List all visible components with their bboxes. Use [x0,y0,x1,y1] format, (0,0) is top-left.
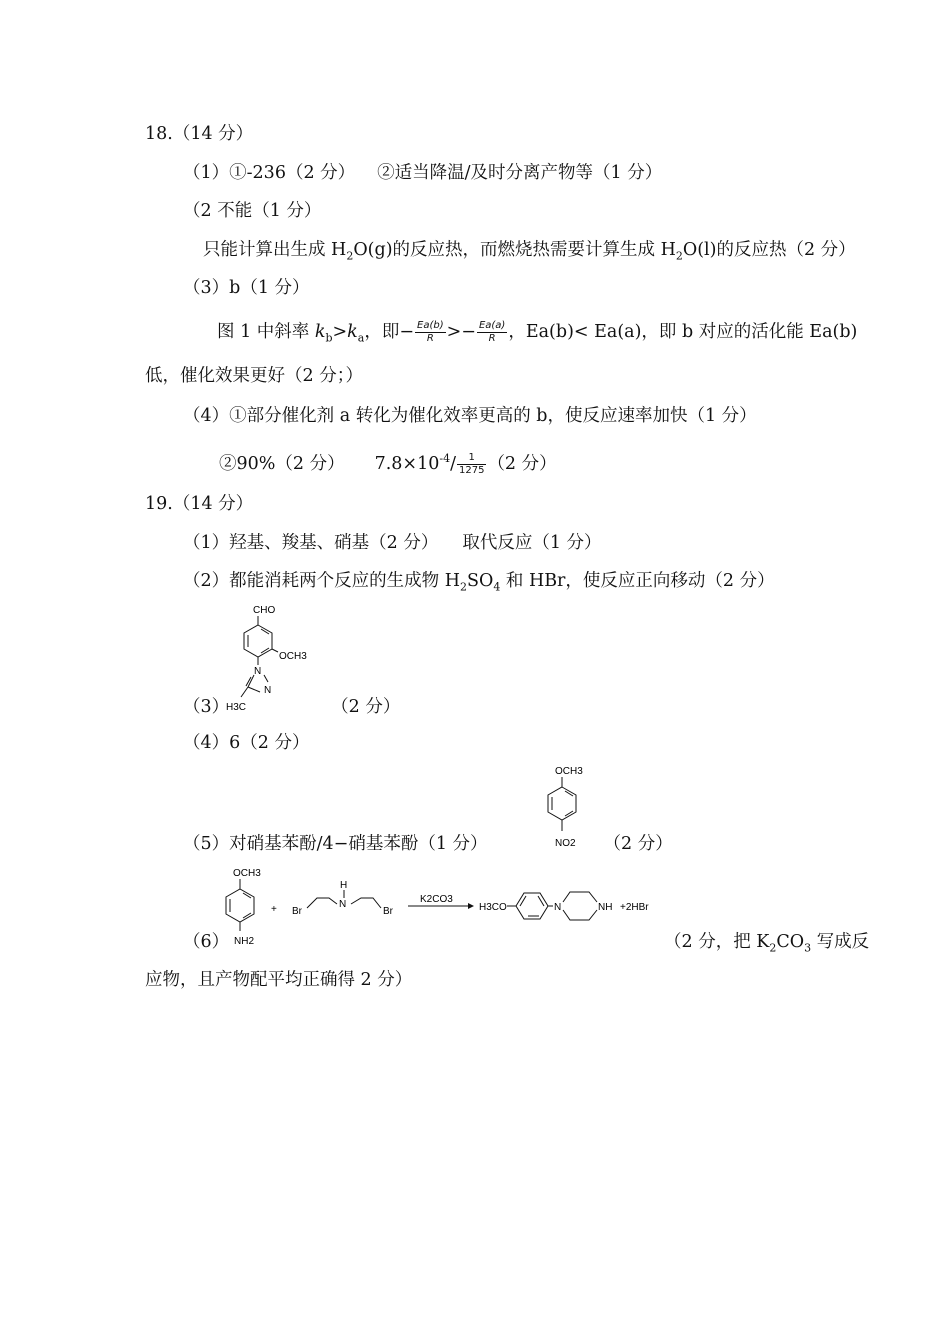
q19-l6-c: CO [776,932,805,952]
q19-l2-b: SO [466,571,494,591]
fraction-ea-b: $\frac{Ea(b)}{R}$ [417,320,444,344]
fraction-1-1275: $\frac{1}{1275}$ [458,451,485,476]
q19-part3 [183,695,400,719]
q19-l1-b: 取代反应（1 分） [462,533,602,553]
q18-part1 [183,161,662,185]
q18-l5-d: ，Ea(b)< Ea(a)，即 b 对应的活化能 Ea(b) [508,322,858,342]
q18-l3-c: O(l)的反应热（2 分） [682,240,856,260]
q19-l3-b: （2 分） [331,697,401,717]
label-h: H [340,880,348,891]
q18-part3: （3）b（1 分） [183,278,310,298]
q18-header: 18.（14 分） [145,124,254,144]
q18-l5-c: >− [446,322,476,342]
q18-l8-b: 7.8×10 [374,453,440,474]
q18-part3-explanation: 图 1 中斜率 $k_b>k_a$，即− $\frac{Ea(b)}{R}$ >− $\frac{Ea(a)}{R}$ ，Ea(b)< Ea(a)，即 b 对应的活化能 Ea(b) [217,320,858,345]
label-n1: N [254,666,262,677]
label-och3-5: OCH3 [555,766,583,777]
q18-part3-cont: 低，催化效果更好（2 分；） [145,366,363,386]
q18-l3-b: O(g)的反应热，而燃烧热需要计算生成 H [353,240,676,260]
q19-part4: （4）6（2 分） [183,733,310,753]
q18-l5-b: ，即− [364,322,414,342]
fraction-ea-a: $\frac{Ea(a)}{R}$ [478,320,506,344]
label-h3c: H3C [226,702,247,713]
q18-part1-b: ②适当降温/及时分离产物等（1 分） [377,163,663,183]
q19-l6-b: （2 分，把 K [664,932,770,952]
q18-part4: （4）①部分催化剂 a 转化为催化效率更高的 b，使反应速率加快（1 分） [183,406,757,426]
label-och3-6: OCH3 [233,868,261,879]
q19-part5 [183,832,673,856]
label-h3co: H3CO [479,902,507,913]
q19-part1 [183,531,602,555]
q19-part6-label: （6） [183,932,230,952]
q18-l8-slash: / [450,453,456,474]
label-n2: N [264,685,272,696]
q18-part4-2 [219,447,557,477]
q18-l8-exp: -4 [439,452,451,465]
q19-l5-a: （5）对硝基苯酚/4−硝基苯酚（1 分） [183,834,488,854]
q18-part2-explanation [203,238,856,269]
label-no2: NO2 [555,838,576,849]
q19-l2-a: （2）都能消耗两个反应的生成物 H [183,571,460,591]
q19-l3-a: （3） [183,697,230,717]
label-n-amine: N [339,899,347,910]
q18-l8-c: （2 分） [487,453,557,474]
label-cho: CHO [253,605,276,616]
q18-l8-a: ②90%（2 分） [219,453,345,474]
label-k2co3: K2CO3 [420,894,453,905]
q19-part6-note: （2 分，把 $K_2CO_3$ 写成反 [664,932,870,955]
q19-header: 19.（14 分） [145,494,254,514]
label-plus: + [271,904,277,915]
q19-l5-b: （2 分） [603,834,673,854]
q19-l2-c: 和 HBr，使反应正向移动（2 分） [500,571,775,591]
q19-l1-a: （1）羟基、羧基、硝基（2 分） [183,533,439,553]
label-br1: Br [292,906,302,917]
sub-2: 2 [346,249,354,263]
q19-l6-d: 写成反 [811,932,870,952]
label-n-pip: N [554,902,562,913]
q19-part6-note-cont: 应物，且产物配平均正确得 2 分） [145,970,413,990]
reaction-6-scheme [215,862,665,952]
label-nh2: NH2 [234,936,255,947]
label-2hbr: +2HBr [620,902,649,913]
q18-l5-a: 图 1 中斜率 [217,322,315,342]
q18-part1-a: （1）①-236（2 分） [183,163,356,183]
label-br2: Br [383,906,393,917]
label-nh: NH [598,902,613,913]
q18-l3-a: 只能计算出生成 H [203,240,347,260]
q19-part2: （2）都能消耗两个反应的生成物 $H_2SO_4$ 和 HBr，使反应正向移动（2 分） [183,571,775,594]
label-och3: OCH3 [279,651,307,662]
sub-2b: 2 [675,249,683,263]
q18-part2: （2 不能（1 分） [183,201,322,221]
